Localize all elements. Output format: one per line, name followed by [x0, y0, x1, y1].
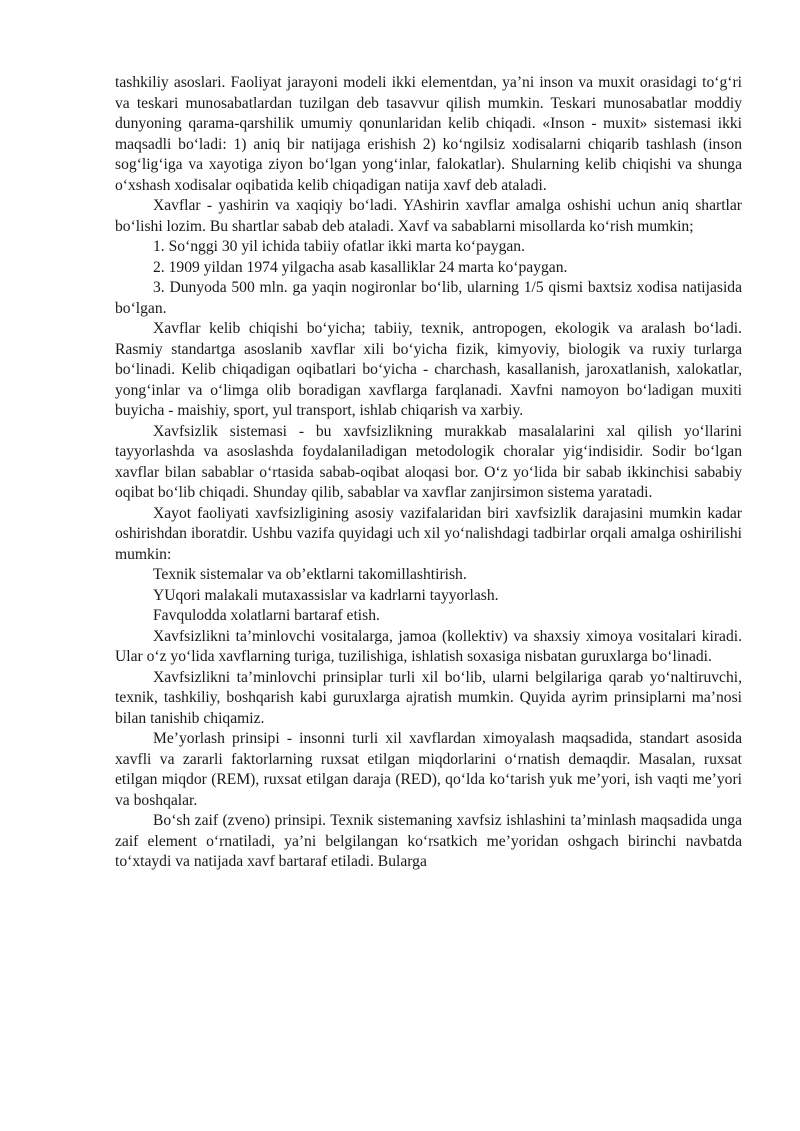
paragraph: tashkiliy asoslari. Faoliyat jarayoni modeli ikki elementdan, ya’ni inson va muxit orasidagi to‘g‘ri va teskari munosabatlardan tuzilgan deb tasavvur qilish mumkin. Teskari munosabatlar moddiy dunyoning qarama-qarshilik umumiy qonunlaridan kelib chiqadi. «Inson - muxit» sistemasi ikki maqsadli bo‘ladi: 1) aniq bir natijaga erishish 2) ko‘ngilsiz xodisalarni chiqarib tashlash (inson sog‘lig‘iga va xayotiga ziyon bo‘lgan yong‘inlar, falokatlar). Shularning kelib chiqishi va shunga o‘xshash xodisalar oqibatida kelib chiqadigan natija xavf deb ataladi.	[115, 74, 742, 194]
paragraph: Favqulodda xolatlarni bartaraf etish.	[153, 607, 380, 624]
paragraph: Xavfsizlikni ta’minlovchi vositalarga, jamoa (kollektiv) va shaxsiy ximoya vositalari kiradi. Ular o‘z yo‘lida xavflarning turiga, tuzilishiga, ishlatish soxasiga nisbatan guruxlarga bo‘linadi.	[115, 627, 742, 665]
paragraph: 3. Dunyoda 500 mln. ga yaqin nogironlar bo‘lib, ularning 1/5 qismi baxtsiz xodisa natijasida bo‘lgan.	[115, 279, 742, 317]
paragraph: YUqori malakali mutaxassislar va kadrlarni tayyorlash.	[153, 586, 499, 604]
paragraph: Xayot faoliyati xavfsizligining asosiy vazifalaridan biri xavfsizlik darajasini mumkin kadar oshirishdan iboratdir. Ushbu vazifa quyidagi uch xil yo‘nalishdagi tadbirlar orqali amalga oshirilishi mumkin:	[115, 504, 742, 563]
paragraph: Me’yorlash prinsipi - insonni turli xil xavflardan ximoyalash maqsadida, standart asosida xavfli va zararli faktorlarning ruxsat etilgan miqdorlarini o‘rnatish demaqdir. Masalan, ruxsat etilgan miqdor (REM), ruxsat etilgan daraja (RED), qo‘lda ko‘tarish yuk me’yori, ish vaqti me’yori va boshqalar.	[115, 730, 742, 809]
paragraph: Texnik sistemalar va ob’ektlarni takomillashtirish.	[153, 566, 467, 583]
paragraph: Bo‘sh zaif (zveno) prinsipi. Texnik sistemaning xavfsiz ishlashini ta’minlash maqsadida unga zaif element o‘rnatiladi, ya’ni belgilangan ko‘rsatkich me’yoridan oshgach birinchi navbatda to‘xtaydi va natijada xavf bartaraf etiladi. Bularga	[115, 812, 742, 870]
paragraph: Xavfsizlik sistemasi - bu xavfsizlikning murakkab masalalarini xal qilish yo‘llarini tayyorlashda va asoslashda foydalaniladigan metodologik choralar yig‘indisidir. Sodir bo‘lgan xavflar bilan sabablar o‘rtasida sabab-oqibat aloqasi bor. O‘z yo‘lida bir sabab ikkinchisi sababiy oqibat bo‘lib chiqadi. Shunday qilib, sabablar va xavflar zanjirsimon sistema yaratadi.	[115, 422, 742, 501]
paragraph: 1. So‘nggi 30 yil ichida tabiiy ofatlar ikki marta ko‘paygan.	[153, 238, 525, 255]
paragraph: 2. 1909 yildan 1974 yilgacha asab kasalliklar 24 marta ko‘paygan.	[153, 258, 568, 276]
paragraph: Xavflar kelib chiqishi bo‘yicha; tabiiy, texnik, antropogen, ekologik va aralash bo‘ladi. Rasmiy standartga asoslanib xavflar xili bo‘yicha fizik, kimyoviy, biologik va ruxiy turlarga bo‘linadi. Kelib chiqadigan oqibatlari bo‘yicha - charchash, kasallanish, jaroxatlanish, xalokatlar, yong‘inlar va o‘limga olib boradigan xavflarga farqlanadi. Xavfni namoyon bo‘ladigan muxiti buyicha - maishiy, sport, yul transport, ishlab chiqarish va xarbiy.	[115, 320, 742, 419]
paragraph: Xavfsizlikni ta’minlovchi prinsiplar turli xil bo‘lib, ularni belgilariga qarab yo‘naltiruvchi, texnik, tashkiliy, boshqarish kabi guruxlarga ajratish mumkin. Quyida ayrim prinsiplarni ma’nosi bilan tanishib chiqamiz.	[115, 668, 742, 727]
paragraph: Xavflar - yashirin va xaqiqiy bo‘ladi. YAshirin xavflar amalga oshishi uchun aniq shartlar bo‘lishi lozim. Bu shartlar sabab deb ataladi. Xavf va sabablarni misollarda ko‘rish mumkin;	[115, 197, 742, 235]
